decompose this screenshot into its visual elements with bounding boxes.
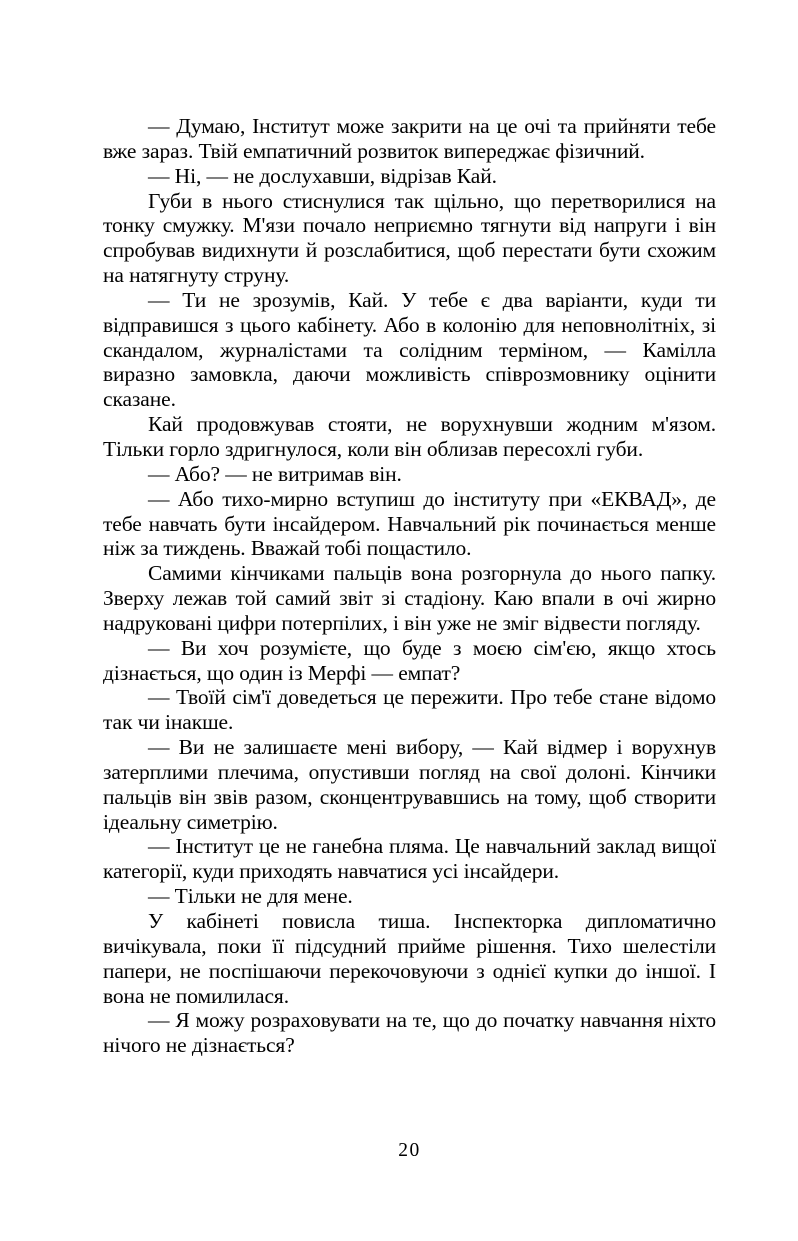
paragraph: — Або? — не витримав він. (148, 461, 402, 486)
paragraph: — Ви хоч розумієте, що буде з моєю сім'єю, якщо хтось дізнається, що один із Мерфі — емпат? (103, 635, 716, 685)
paragraph: Кай продовжував стояти, не ворухнувши жодним м'язом. Тільки горло здригнулося, коли він облизав пересохлі губи. (103, 412, 716, 461)
paragraph: — Ні, — не дослухавши, відрізав Кай. (148, 163, 497, 188)
paragraph: — Тільки не для мене. (148, 884, 353, 909)
paragraph: Самими кінчиками пальців вона розгорнула до нього папку. Зверху лежав той самий звіт зі стадіону. Каю впали в очі жирно надруковані цифри потерпілих, і він уже не зміг відвести погляду. (103, 561, 716, 635)
paragraph: У кабінеті повисла тиша. Інспекторка дипломатично вичікувала, поки її підсудний прийме рішення. Тихо шелестіли папери, не поспішаючи перекочовуючи з однієї купки до іншої. І вона не помилилася. (103, 909, 716, 1008)
paragraph: — Або тихо-мирно вступиш до інституту при «ЕКВАД», де тебе навчать бути інсайдером. Навчальний рік починається менше ніж за тиждень. Вважай тобі пощастило. (103, 486, 716, 561)
paragraph: Губи в нього стиснулися так щільно, що перетворилися на тонку смужку. М'язи почало неприємно тягнути від напруги і він спробував видихнути й розслабитися, щоб перестати бути схожим на натягнуту струну. (103, 188, 716, 288)
page-number: 20 (398, 1140, 421, 1161)
paragraph: — Твоїй сім'ї доведеться це пережити. Про тебе стане відомо так чи інакше. (103, 685, 716, 735)
paragraph: — Ви не залишаєте мені вибору, — Кай відмер і ворухнув затерплими плечима, опустивши погляд на свої долоні. Кінчики пальців він звів разом, сконцентрувавшись на тому, щоб створити ідеальну симетрію. (103, 735, 716, 834)
paragraph: — Ти не зрозумів, Кай. У тебе є два варіанти, куди ти відправишся з цього кабінету. Або в колонію для неповнолітніх, зі скандалом, журналістами та солідним терміном, — Камілла виразно замовкла, даючи можливість співрозмовнику оцінити сказане. (103, 287, 716, 412)
paragraph: — Я можу розраховувати на те, що до початку навчання ніхто нічого не дізнається? (103, 1008, 716, 1058)
text-block (103, 114, 716, 1058)
paragraph: — Інститут це не ганебна пляма. Це навчальний заклад вищої категорії, куди приходять навчатися усі інсайдери. (103, 834, 716, 884)
paragraph: — Думаю, Інститут може закрити на це очі та прийняти тебе вже зараз. Твій емпатичний розвиток випереджає фізичний. (103, 114, 716, 163)
